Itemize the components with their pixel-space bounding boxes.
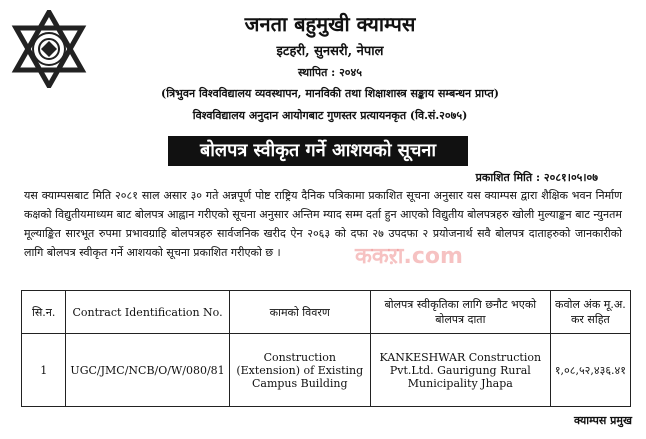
col-amount: कवोल अंक मू.अ. कर सहित: [550, 291, 630, 334]
bid-table: [21, 290, 631, 407]
published-date: प्रकाशित मिति : २०८१।०५।०७: [475, 171, 598, 184]
nepal-emblem-logo: [10, 10, 88, 88]
established-date: स्थापित : २०४५: [298, 66, 362, 79]
table-header-row: [22, 291, 631, 334]
col-sn: सि.न.: [22, 291, 66, 334]
col-contract-id: Contract Identification No.: [66, 291, 229, 334]
col-bidder: बोलपत्र स्वीकृतिका लागि छनौट भएको बोलपत्र दाता: [370, 291, 550, 334]
signature: क्याम्पस प्रमुख: [574, 414, 632, 427]
cell-amount: १,०८,५२,४३६.४१: [550, 334, 630, 407]
accreditation-text: विश्वविद्यालय अनुदान आयोगबाट गुणस्तर प्रत्यायनकृत (वि.सं.२०७५): [192, 109, 468, 122]
affiliation-text: (त्रिभुवन विश्वविद्यालय व्यवस्थापन, मानविकी तथा शिक्षाशास्त्र सङ्काय सम्बन्धन प्राप्त): [161, 87, 499, 100]
cell-description: Construction (Extension) of Existing Campus Building: [229, 334, 370, 407]
table-row: [22, 334, 631, 407]
campus-name: जनता बहुमुखी क्याम्पस: [244, 12, 416, 36]
campus-address: इटहरी, सुनसरी, नेपाल: [276, 44, 384, 59]
cell-sn: 1: [22, 334, 66, 407]
col-description: कामको विवरण: [229, 291, 370, 334]
watermark: ककऱा.com: [355, 244, 463, 269]
cell-bidder: KANKESHWAR Construction Pvt.Ltd. Gaurigung Rural Municipality Jhapa: [370, 334, 550, 407]
notice-body: यस क्याम्पसबाट मिति २०८१ साल असार ३० गते अन्नपूर्ण पोष्ट राष्ट्रिय दैनिक पत्रिकामा प्रकाशित सूचना अनुसार यस क्याम्पस द्वारा शैक्षिक भवन निर्माण कक्षको विद्युतीयमाध्यम बाट बोलपत्र आह्वान गरीएको सूचना अनुसार अन्तिम म्याद सम्म दर्ता हुन आएको विद्युतीय बोलपत्रहरु खोली मुल्याङ्कन बाट न्युनतम मूल्याङ्कित सारभूत रुपमा प्रभावग्राहि बोलपत्रहरु सार्वजनिक खरीद ऐन २०६३ को दफा २७ उपदफा २ प्रयोजनार्थ सवै बोलपत्र दाताहरुको जानकारीको लागि बोलपत्र स्वीकृत गर्ने आशयको सूचना प्रकाशित गरीएको छ ।: [24, 189, 622, 259]
cell-contract-id: UGC/JMC/NCB/O/W/080/81: [66, 334, 229, 407]
notice-title: बोलपत्र स्वीकृत गर्ने आशयको सूचना: [168, 136, 468, 166]
